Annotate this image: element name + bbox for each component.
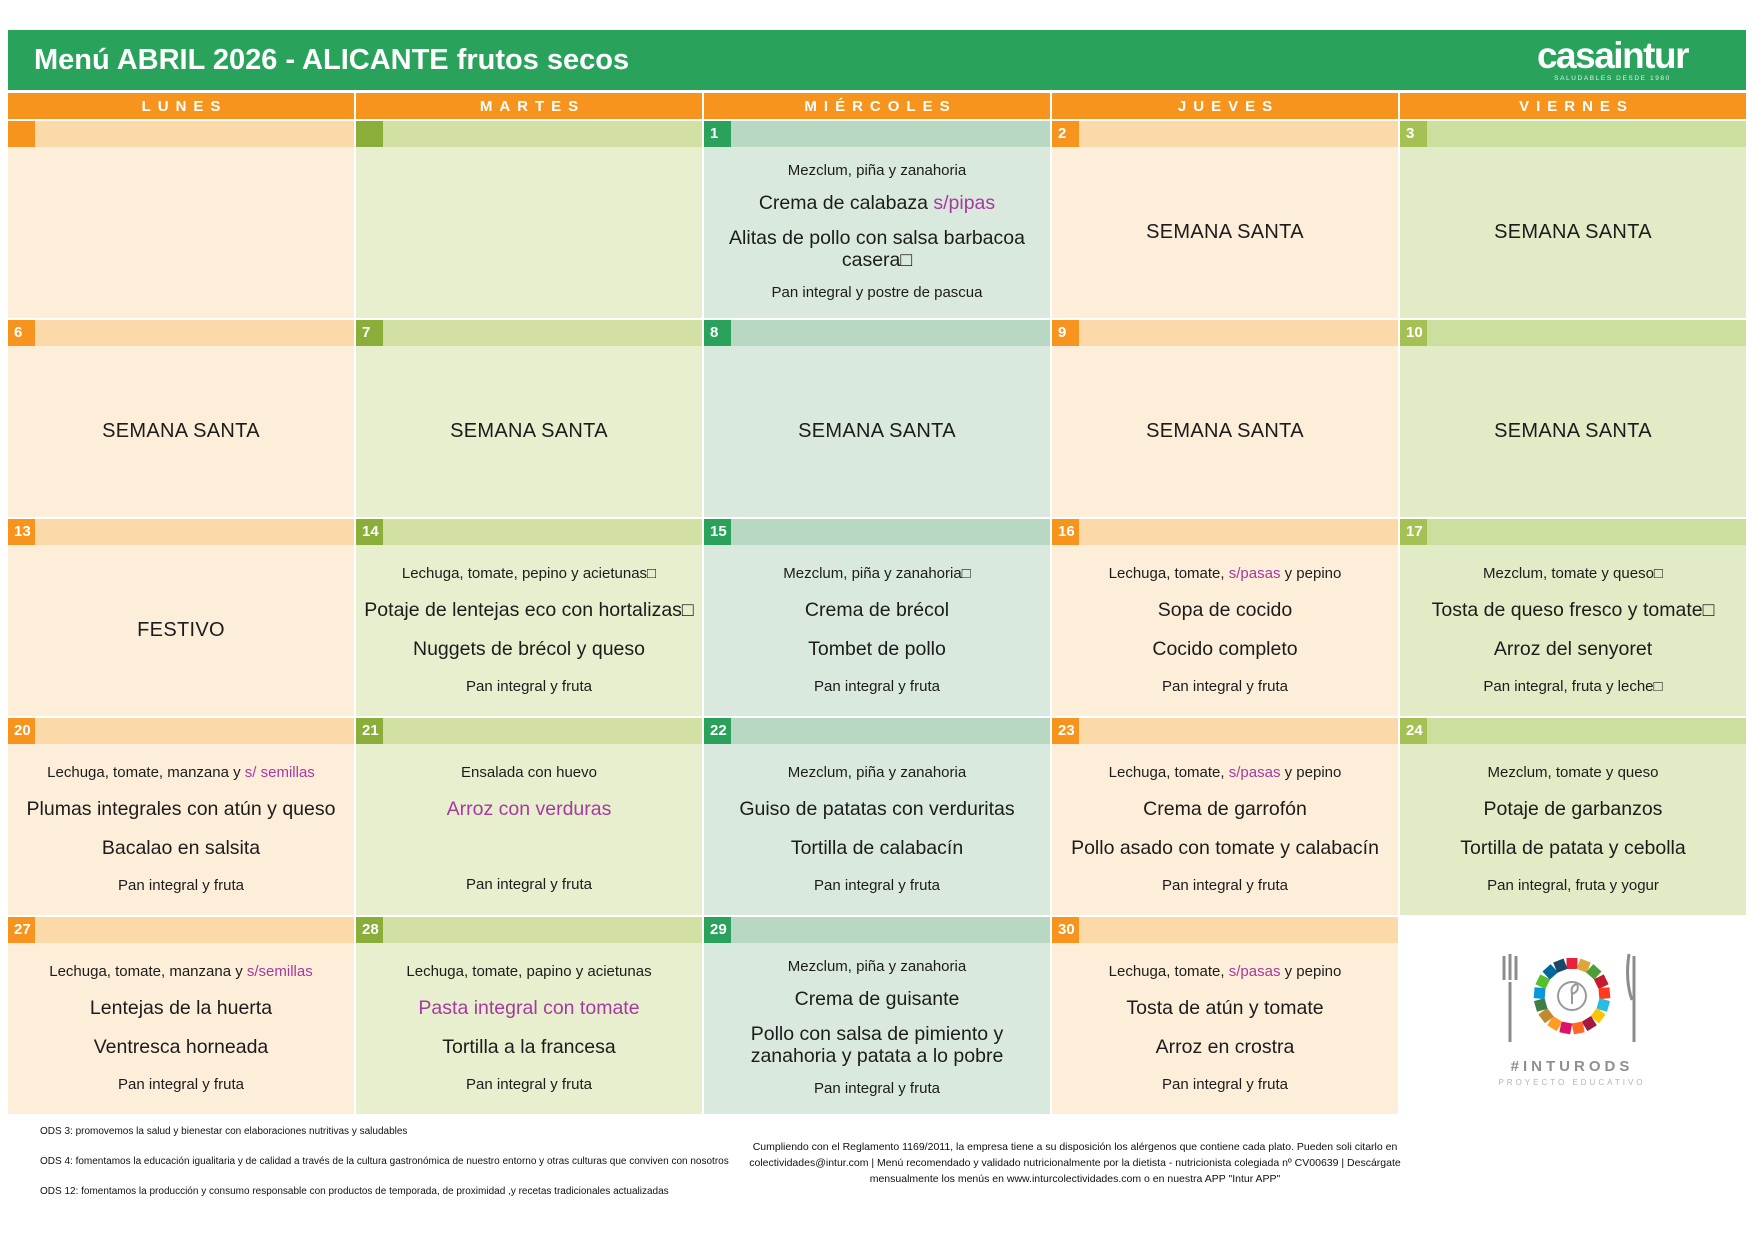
- menu-line: [1408, 639, 1738, 661]
- day-number-badge: 17: [1400, 519, 1427, 545]
- day-number-badge: 9: [1052, 320, 1079, 346]
- day-number-badge: 8: [704, 320, 731, 346]
- day-strip: [8, 320, 354, 346]
- menu-line: [364, 799, 694, 821]
- menu-line-text: Mezclum, tomate y queso□: [1483, 564, 1663, 582]
- menu-line: [712, 989, 1042, 1011]
- day-cell: [1400, 718, 1746, 915]
- menu-line-text: Crema de calabaza: [758, 192, 934, 215]
- day-number-badge: 16: [1052, 519, 1079, 545]
- menu-line-text: Pan integral y fruta: [814, 876, 940, 894]
- day-number-badge: 3: [1400, 121, 1427, 147]
- menu-cell-body: [8, 744, 354, 915]
- brand-logo: [1537, 37, 1688, 83]
- day-number-badge: 2: [1052, 121, 1079, 147]
- day-number-badge: 28: [356, 917, 383, 943]
- day-strip: [704, 917, 1050, 943]
- day-cell: [704, 917, 1050, 1114]
- holiday-cell-body: [704, 346, 1050, 517]
- menu-line-text: Lechuga, tomate, manzana y: [49, 962, 247, 980]
- day-number-badge: 15: [704, 519, 731, 545]
- day-strip: [1400, 519, 1746, 545]
- menu-line-text: Pan integral y fruta: [466, 876, 592, 894]
- day-strip: [704, 121, 1050, 147]
- menu-line: [712, 959, 1042, 976]
- day-number-badge: 24: [1400, 718, 1427, 744]
- menu-line: [364, 877, 694, 894]
- page-title: Menú ABRIL 2026 - ALICANTE frutos secos: [34, 43, 630, 76]
- day-number-badge: 6: [8, 320, 35, 346]
- menu-line: [712, 193, 1042, 215]
- menu-line-text: y pepino: [1280, 962, 1342, 980]
- day-cell: [8, 519, 354, 716]
- menu-line-text: Pan integral y fruta: [466, 1075, 592, 1093]
- day-header-jueves: JUEVES: [1052, 93, 1398, 119]
- day-strip: [1052, 320, 1398, 346]
- holiday-cell-body: [1400, 346, 1746, 517]
- day-number-badge: 7: [356, 320, 383, 346]
- brand-name: casaintur: [1536, 35, 1688, 76]
- day-cell: [1052, 718, 1398, 915]
- inturods-logo: [1400, 942, 1744, 1087]
- menu-line: [16, 964, 346, 981]
- menu-line: [712, 285, 1042, 302]
- day-header-lunes: LUNES: [8, 93, 354, 119]
- day-strip: [356, 718, 702, 744]
- day-number-badge: 21: [356, 718, 383, 744]
- day-strip: [1052, 718, 1398, 744]
- menu-line-text: Lechuga, tomate, pepino y acietunas□: [401, 564, 657, 582]
- menu-line: [1408, 600, 1738, 622]
- menu-line: [1060, 600, 1390, 622]
- menu-line-text: Pan integral y fruta: [1162, 1075, 1288, 1093]
- menu-line-text: Potaje de garbanzos: [1483, 797, 1663, 820]
- day-strip: [8, 718, 354, 744]
- day-number-badge: 23: [1052, 718, 1079, 744]
- day-cell: [8, 917, 354, 1114]
- menu-line-text: Mezclum, tomate y queso: [1487, 763, 1659, 781]
- day-strip: [1052, 519, 1398, 545]
- day-strip: [356, 121, 702, 147]
- menu-line-text: Tombet de pollo: [808, 638, 946, 661]
- menu-line-text: Plumas integrales con atún y queso: [26, 797, 336, 820]
- menu-line: [364, 1077, 694, 1094]
- day-cell: [704, 519, 1050, 716]
- day-strip: [8, 519, 354, 545]
- holiday-cell-body: [8, 545, 354, 716]
- menu-line-text: Sopa de cocido: [1157, 598, 1293, 621]
- menu-cell-body: [8, 943, 354, 1114]
- menu-line: [1408, 679, 1738, 696]
- day-number-badge: 27: [8, 917, 35, 943]
- day-number-badge: 1: [704, 121, 731, 147]
- menu-cell-body: [1052, 943, 1398, 1114]
- menu-line: [712, 600, 1042, 622]
- menu-line: [1060, 878, 1390, 895]
- menu-line-highlight: s/pasas: [1228, 763, 1281, 781]
- day-strip: [356, 519, 702, 545]
- menu-cell-body: [356, 545, 702, 716]
- day-cell: [704, 320, 1050, 517]
- week-row: [8, 718, 1746, 915]
- menu-line-text: Tortilla de calabacín: [790, 837, 964, 860]
- day-strip: [356, 320, 702, 346]
- menu-line: [1060, 1077, 1390, 1094]
- menu-line-highlight: s/pasas: [1228, 564, 1281, 582]
- holiday-label: SEMANA SANTA: [1494, 420, 1652, 442]
- menu-line-text: Pollo asado con tomate y calabacín: [1071, 837, 1379, 860]
- menu-line: [1060, 765, 1390, 782]
- day-cell: [356, 519, 702, 716]
- menu-line-text: Lechuga, tomate,: [1108, 763, 1229, 781]
- holiday-label: SEMANA SANTA: [1494, 221, 1652, 243]
- week-row: [8, 320, 1746, 517]
- menu-line-text: Lentejas de la huerta: [89, 996, 273, 1019]
- menu-line: [1408, 566, 1738, 583]
- menu-line: [712, 566, 1042, 583]
- menu-cell-body: [1400, 545, 1746, 716]
- menu-line-highlight: Arroz con verduras: [446, 798, 612, 821]
- day-number-badge: 14: [356, 519, 383, 545]
- menu-line-text: Pollo con salsa de pimiento y zanahoria y patata a lo pobre: [750, 1023, 1004, 1067]
- menu-line: [712, 838, 1042, 860]
- menu-line-text: Mezclum, piña y zanahoria: [787, 763, 967, 781]
- menu-line: [364, 964, 694, 981]
- day-cell: [704, 121, 1050, 318]
- menu-line: [1408, 838, 1738, 860]
- day-cell: [1400, 121, 1746, 318]
- menu-line: [712, 639, 1042, 661]
- menu-line-highlight: s/ semillas: [244, 763, 315, 781]
- menu-line: [712, 1024, 1042, 1068]
- menu-line: [1060, 998, 1390, 1020]
- menu-line-text: Pan integral y fruta: [118, 1075, 244, 1093]
- menu-line: [16, 799, 346, 821]
- holiday-label: FESTIVO: [137, 619, 225, 641]
- holiday-label: SEMANA SANTA: [1146, 221, 1304, 243]
- day-cell: [1052, 320, 1398, 517]
- menu-line: [1060, 639, 1390, 661]
- holiday-label: SEMANA SANTA: [450, 420, 608, 442]
- menu-line: [16, 838, 346, 860]
- menu-line: [1408, 765, 1738, 782]
- menu-line: [1060, 679, 1390, 696]
- day-number-badge: 29: [704, 917, 731, 943]
- day-strip: [1400, 320, 1746, 346]
- day-cell: [1052, 519, 1398, 716]
- menu-line: [16, 765, 346, 782]
- menu-line-text: Tortilla a la francesa: [442, 1036, 616, 1059]
- menu-line-text: Lechuga, tomate, manzana y: [47, 763, 245, 781]
- day-strip: [704, 519, 1050, 545]
- menu-line: [364, 639, 694, 661]
- day-header-row: [8, 93, 1746, 119]
- menu-line-highlight: Pasta integral con tomate: [418, 996, 640, 1019]
- holiday-label: SEMANA SANTA: [102, 420, 260, 442]
- knife-icon: [1628, 954, 1634, 1042]
- menu-line-text: Cocido completo: [1152, 638, 1298, 661]
- holiday-cell-body: [1052, 147, 1398, 318]
- menu-line: [364, 1037, 694, 1059]
- menu-line-text: y pepino: [1280, 763, 1342, 781]
- menu-line: [364, 765, 694, 782]
- menu-line-highlight: s/semillas: [246, 962, 313, 980]
- day-number-badge: 13: [8, 519, 35, 545]
- menu-line-text: Pan integral y postre de pascua: [771, 283, 983, 301]
- day-cell: [356, 718, 702, 915]
- day-number-badge: 22: [704, 718, 731, 744]
- inturods-hashtag: #INTURODS: [1510, 1058, 1634, 1075]
- inturods-subtitle: PROYECTO EDUCATIVO: [1498, 1078, 1646, 1087]
- day-strip: [1400, 718, 1746, 744]
- menu-line-text: Arroz del senyoret: [1493, 638, 1653, 661]
- day-strip: [704, 320, 1050, 346]
- day-number-badge: 20: [8, 718, 35, 744]
- fork-icon: [1504, 954, 1516, 1042]
- menu-line: [712, 799, 1042, 821]
- menu-line: [364, 600, 694, 622]
- menu-cell-body: [8, 147, 354, 318]
- menu-line-text: Lechuga, tomate,: [1108, 564, 1229, 582]
- week-row: [8, 121, 1746, 318]
- holiday-cell-body: [356, 346, 702, 517]
- menu-line-text: Tosta de queso fresco y tomate□: [1431, 598, 1715, 621]
- title-bar: [8, 30, 1746, 90]
- menu-line-text: Ventresca horneada: [93, 1036, 269, 1059]
- menu-line-highlight: s/pipas: [933, 192, 996, 215]
- day-header-viernes: VIERNES: [1400, 93, 1746, 119]
- menu-cell-body: [704, 943, 1050, 1114]
- menu-line-text: Ensalada con huevo: [461, 763, 597, 781]
- day-strip: [8, 917, 354, 943]
- menu-line: [712, 765, 1042, 782]
- menu-line-text: Mezclum, piña y zanahoria□: [783, 564, 971, 582]
- menu-line-text: Bacalao en salsita: [101, 837, 261, 860]
- menu-line: [1060, 964, 1390, 981]
- menu-line-text: Pan integral, fruta y yogur: [1487, 876, 1659, 894]
- menu-line: [364, 839, 694, 859]
- menu-line: [364, 998, 694, 1020]
- menu-cell-body: [356, 147, 702, 318]
- menu-line-text: Crema de guisante: [794, 988, 960, 1011]
- menu-line-text: Potaje de lentejas eco con hortalizas□: [364, 598, 694, 621]
- menu-line-text: Pan integral, fruta y leche□: [1483, 677, 1663, 695]
- day-cell: [1052, 917, 1398, 1114]
- menu-line: [1060, 838, 1390, 860]
- menu-line-text: Alitas de pollo con salsa barbacoa casera□: [729, 227, 1025, 271]
- day-cell: [1052, 121, 1398, 318]
- menu-line: [1408, 878, 1738, 895]
- day-header-martes: MARTES: [356, 93, 702, 119]
- day-cell: [356, 320, 702, 517]
- menu-line-text: Crema de garrofón: [1143, 797, 1307, 820]
- menu-cell-body: [1052, 744, 1398, 915]
- day-number-badge: 30: [1052, 917, 1079, 943]
- menu-line: [712, 228, 1042, 272]
- menu-line-text: Mezclum, piña y zanahoria: [787, 958, 967, 976]
- day-strip: [1052, 917, 1398, 943]
- menu-cell-body: [1052, 545, 1398, 716]
- day-cell: [356, 917, 702, 1114]
- day-cell: [704, 718, 1050, 915]
- menu-cell-body: [356, 744, 702, 915]
- menu-line-highlight: s/pasas: [1228, 962, 1281, 980]
- plate-icon: [1558, 982, 1586, 1010]
- day-strip: [8, 121, 354, 147]
- menu-line-text: Crema de brécol: [804, 598, 950, 621]
- menu-line-text: Mezclum, piña y zanahoria: [787, 162, 967, 180]
- menu-line-text: Pan integral y fruta: [466, 677, 592, 695]
- menu-line-text: Guiso de patatas con verduritas: [739, 797, 1015, 820]
- menu-cell-body: [704, 147, 1050, 318]
- day-strip: [1400, 121, 1746, 147]
- menu-line: [1060, 799, 1390, 821]
- menu-line: [712, 878, 1042, 895]
- day-cell: [8, 320, 354, 517]
- menu-line-text: Lechuga, tomate,: [1108, 962, 1229, 980]
- menu-line-text: Tosta de atún y tomate: [1126, 996, 1324, 1019]
- menu-line: [16, 878, 346, 895]
- menu-line: [16, 1037, 346, 1059]
- ods-goal-line: ODS 3: promovemos la salud y bienestar con elaboraciones nutritivas y saludables: [40, 1126, 408, 1137]
- ods-goals: [40, 1126, 729, 1216]
- day-strip: [356, 917, 702, 943]
- day-cell: [1400, 519, 1746, 716]
- holiday-label: SEMANA SANTA: [1146, 420, 1304, 442]
- day-cell: [8, 718, 354, 915]
- menu-line: [1060, 566, 1390, 583]
- holiday-cell-body: [8, 346, 354, 517]
- day-header-miercoles: MIÉRCOLES: [704, 93, 1050, 119]
- day-cell: [8, 121, 354, 318]
- menu-line-text: Pan integral y fruta: [814, 677, 940, 695]
- day-number-badge: 10: [1400, 320, 1427, 346]
- menu-line-text: Lechuga, tomate, papino y acietunas: [406, 962, 652, 980]
- menu-cell-body: [356, 943, 702, 1114]
- menu-cell-body: [704, 744, 1050, 915]
- menu-line: [364, 679, 694, 696]
- menu-line-text: Pan integral y fruta: [1162, 876, 1288, 894]
- holiday-cell-body: [1052, 346, 1398, 517]
- holiday-label: SEMANA SANTA: [798, 420, 956, 442]
- day-number-badge: [356, 121, 383, 147]
- menu-line-text: Pan integral y fruta: [118, 876, 244, 894]
- ods-goal-line: ODS 4: fomentamos la educación igualitaria y de calidad a través de la cultura gastronómica de nuestro entorno y otras culturas que conviven con nosotros: [40, 1156, 729, 1167]
- menu-line-text: Pan integral y fruta: [1162, 677, 1288, 695]
- menu-line-text: Nuggets de brécol y queso: [413, 638, 645, 661]
- brand-tagline: SALUDABLES DESDE 1980: [1554, 75, 1671, 82]
- menu-line: [712, 1081, 1042, 1098]
- menu-line: [364, 566, 694, 583]
- holiday-cell-body: [1400, 147, 1746, 318]
- cutlery-sdg-wheel-icon: [1482, 942, 1662, 1050]
- ods-goal-line: ODS 12: fomentamos la producción y consumo responsable con productos de temporada, de proximidad ,y recetas tradicionales actualizadas: [40, 1186, 669, 1197]
- menu-line: [712, 679, 1042, 696]
- menu-line: [16, 1077, 346, 1094]
- day-cell: [1400, 320, 1746, 517]
- legal-note: Cumpliendo con el Reglamento 1169/2011, la empresa tiene a su disposición los alérgenos que contiene cada plato. Pueden soli citarlo en colectividades@intur.com | Menú recomendado y validado nutricionalmente por la dietista - nutricionista colegiada nº CV00639 | Descárgate mensualmente los menús en www.inturcolectividades.com o en nuestra APP "Intur APP": [749, 1141, 1401, 1185]
- menu-line: [1408, 799, 1738, 821]
- menu-line: [1060, 1037, 1390, 1059]
- day-strip: [1052, 121, 1398, 147]
- day-cell: [356, 121, 702, 318]
- menu-cell-body: [1400, 744, 1746, 915]
- menu-line-text: Pan integral y fruta: [814, 1079, 940, 1097]
- menu-line: [712, 163, 1042, 180]
- menu-line-text: y pepino: [1280, 564, 1342, 582]
- menu-line-text: Arroz en crostra: [1155, 1036, 1295, 1059]
- menu-line-text: Tortilla de patata y cebolla: [1460, 837, 1686, 860]
- day-strip: [704, 718, 1050, 744]
- day-number-badge: [8, 121, 35, 147]
- menu-line: [16, 998, 346, 1020]
- menu-cell-body: [704, 545, 1050, 716]
- week-row: [8, 519, 1746, 716]
